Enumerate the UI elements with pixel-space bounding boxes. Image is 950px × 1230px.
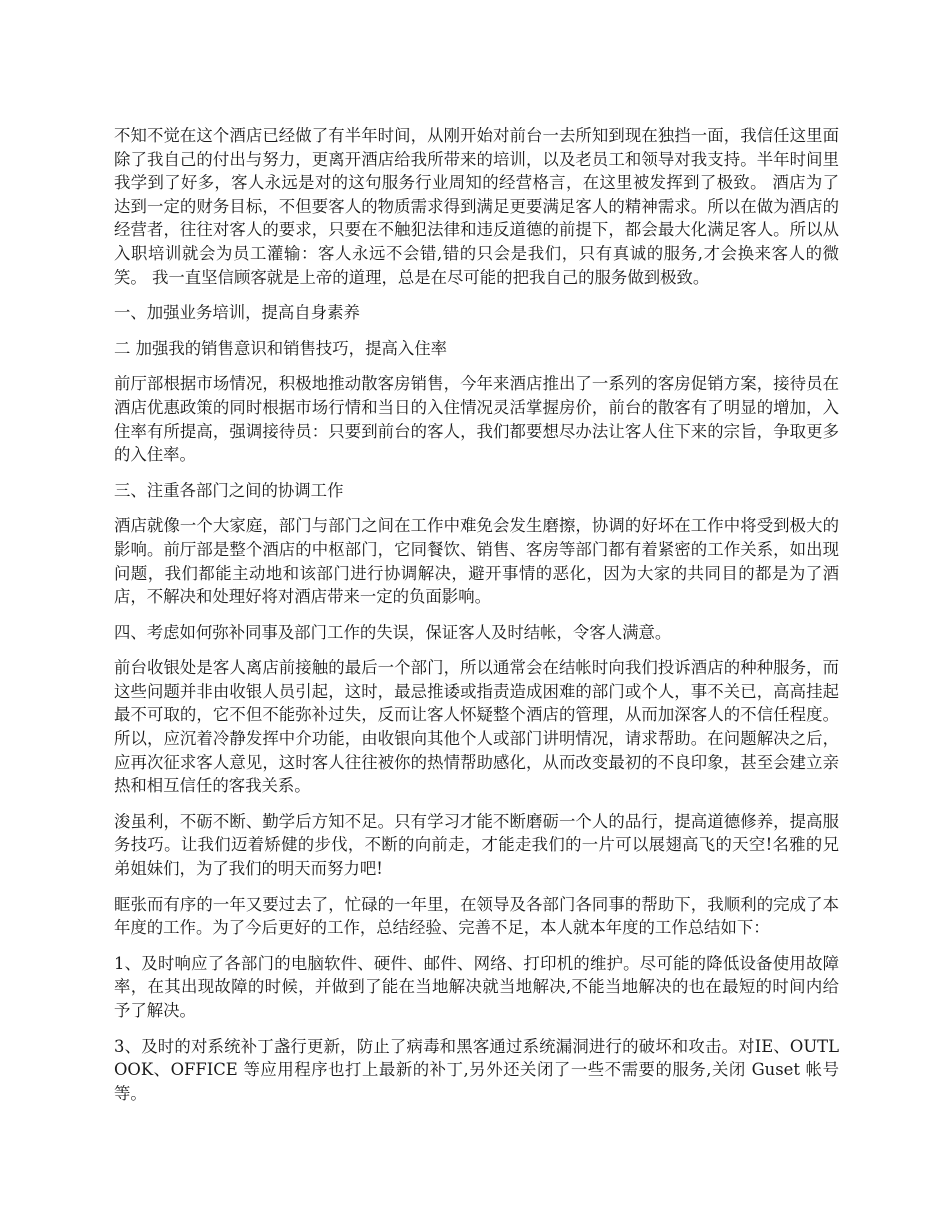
cashier-paragraph: 前台收银处是客人离店前接触的最后一个部门，所以通常会在结帐时向我们投诉酒店的种种服务，而这些问题并非由收银人员引起，这时，最忌推诿或指责造成困难的部门或个人，事不关已，高高挂起最不可取的，它不但不能弥补过失，反而让客人怀疑整个酒店的管理，从而加深客人的不信任程度。所以，应沉着冷静发挥中介功能，由收银向其他个人或部门讲明情况，请求帮助。在问题解决之后，应再次征求客人意见，这时客人往往被你的热情帮助感化，从而改变最初的不良印象，甚至会建立亲热和相互信任的客我关系。 [114,658,839,796]
section-heading-1: 一、加强业务培训，提高自身素养 [114,303,360,323]
document-body [114,124,839,1117]
section-heading-2: 二 加强我的销售意识和销售技巧，提高入住率 [114,338,448,358]
intro-paragraph: 不知不觉在这个酒店已经做了有半年时间，从刚开始对前台一去所知到现在独挡一面，我信任这里面除了我自己的付出与努力，更离开酒店给我所带来的培训，以及老员工和领导对我支持。半年时间里我学到了好多，客人永远是对的这句服务行业周知的经营格言，在这里被发挥到了极致。 酒店为了达到一定的财务目标，不但要客人的物质需求得到满足更要满足客人的精神需求。所以在做为酒店的经营者，往往对客人的要求，只要在不触犯法律和违反道德的前提下，都会最大化满足客人。所以从入职培训就会为员工灌输：客人永远不会错,错的只会是我们，只有真诚的服务,才会换来客人的微笑。 我一直坚信顾客就是上帝的道理，总是在尽可能的把我自己的服务做到极致。 [114,126,839,287]
learning-paragraph: 浚虽利，不砺不断、勤学后方知不足。只有学习才能不断磨砺一个人的品行，提高道德修养，提高服务技巧。让我们迈着矫健的步伐，不断的向前走，才能走我们的一片可以展翅高飞的天空!名雅的兄弟姐妹们，为了我们的明天而努力吧! [114,811,839,879]
sales-paragraph: 前厅部根据市场情况，积极地推动散客房销售，今年来酒店推出了一系列的客房促销方案，接待员在酒店优惠政策的同时根据市场行情和当日的入住情况灵活掌握房价，前台的散客有了明显的增加，入住率有所提高，强调接待员：只要到前台的客人，我们都要想尽办法让客人住下来的宗旨，争取更多的入住率。 [114,374,839,465]
year-summary-paragraph: 眶张而有序的一年又要过去了，忙碌的一年里，在领导及各部门各同事的帮助下，我顺利的完成了本年度的工作。为了今后更好的工作，总结经验、完善不足，本人就本年度的工作总结如下： [114,894,839,938]
section-heading-3: 三、注重各部门之间的协调工作 [114,480,344,500]
item-1-paragraph: 1、及时响应了各部门的电脑软件、硬件、邮件、网络、打印机的维护。尽可能的降低设备使用故障率，在其出现故障的时候，并做到了能在当地解决就当地解决,不能当地解决的也在最短的时间内给予了解决。 [114,953,839,1020]
coordination-paragraph: 酒店就像一个大家庭，部门与部门之间在工作中难免会发生磨擦，协调的好坏在工作中将受到极大的影响。前厅部是整个酒店的中枢部门，它同餐饮、销售、客房等部门都有着紧密的工作关系，如出现问题，我们都能主动地和该部门进行协调解决，避开事情的恶化，因为大家的共同目的都是为了酒店，不解决和处理好将对酒店带来一定的负面影响。 [114,516,839,607]
section-heading-4: 四、考虑如何弥补同事及部门工作的失误，保证客人及时结帐，令客人满意。 [114,622,672,642]
item-3-paragraph: 3、及时的对系统补丁盏行更新，防止了病毒和黑客通过系统漏洞进行的破坏和攻击。对IE、OUTLOOK、OFFICE 等应用程序也打上最新的补丁,另外还关闭了一些不需要的服务,关闭 Guset 帐号等。 [114,1036,839,1103]
